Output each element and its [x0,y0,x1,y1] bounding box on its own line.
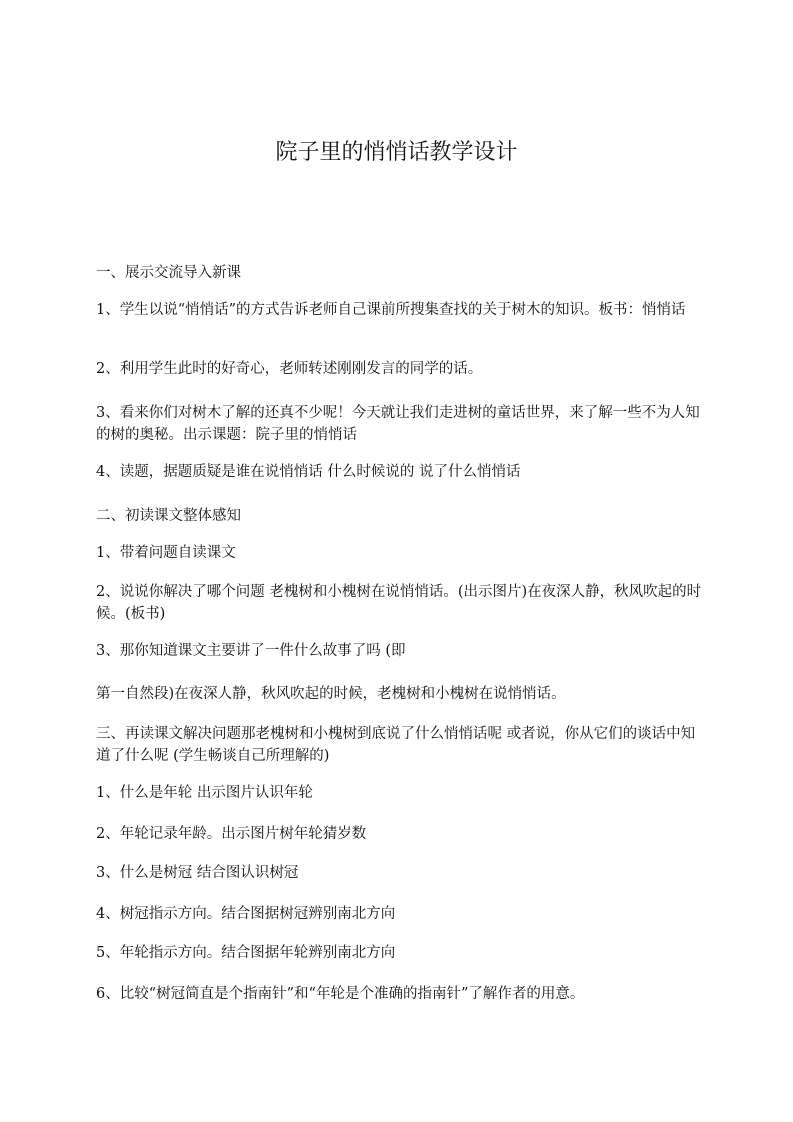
list-item: 4、树冠指示方向。结合图据树冠辨别南北方向 [96,906,396,922]
paragraph: 1、学生以说“悄悄话”的方式告诉老师自己课前所搜集查找的关于树木的知识。板书：悄悄话 [96,302,686,318]
paragraph: 第一自然段)在夜深人静，秋风吹起的时候，老槐树和小槐树在说悄悄话。 [96,686,566,702]
paragraph: 3、看来你们对树木了解的还真不少呢！今天就让我们走进树的童话世界，来了解一些不为人知的树的奥秘。出示课题：院子里的悄悄话 [96,405,700,443]
section-heading-3: 三、再读课文解决问题那老槐树和小槐树到底说了什么悄悄话呢 或者说，你从它们的谈话中知道了什么呢 (学生畅谈自己所理解的) [96,726,696,764]
list-item: 2、年轮记录年龄。出示图片树年轮猜岁数 [96,826,367,842]
list-item: 1、什么是年轮 出示图片认识年轮 [96,785,313,801]
section-heading-2: 二、初读课文整体感知 [96,508,241,524]
paragraph: 1、带着问题自读课文 [96,545,236,561]
paragraph: 2、利用学生此时的好奇心，老师转述刚刚发言的同学的话。 [96,361,483,377]
paragraph: 4、读题，据题质疑是谁在说悄悄话 什么时候说的 说了什么悄悄话 [96,464,521,480]
paragraph: 3、那你知道课文主要讲了一件什么故事了吗 (即 [96,643,406,659]
list-item: 3、什么是树冠 结合图认识树冠 [96,865,299,881]
section-heading-1: 一、展示交流导入新课 [96,265,241,281]
paragraph: 2、说说你解决了哪个问题 老槐树和小槐树在说悄悄话。(出示图片)在夜深人静，秋风吹起的时候。(板书) [96,584,702,622]
list-item: 6、比较“树冠简直是个指南针”和“年轮是个准确的指南针”了解作者的用意。 [96,986,585,1002]
document-title: 院子里的悄悄话教学设计 [275,140,518,165]
list-item: 5、年轮指示方向。结合图据年轮辨别南北方向 [96,945,396,961]
